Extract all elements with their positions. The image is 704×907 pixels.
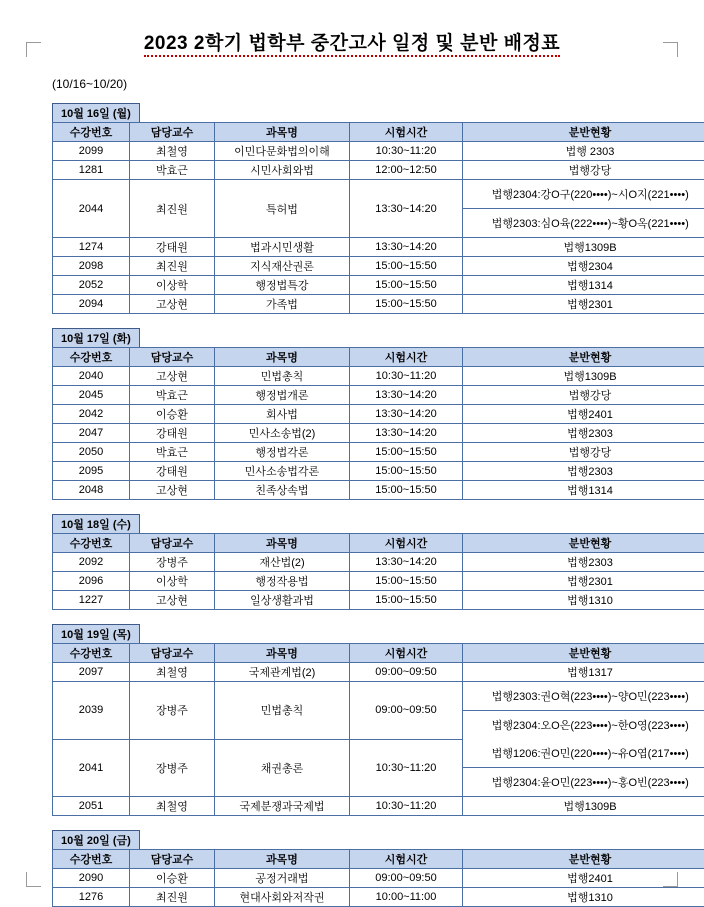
cell-subject: 민사소송법각론	[215, 462, 350, 481]
cell-time: 15:00~15:50	[350, 257, 463, 276]
column-header-3: 시험시간	[350, 123, 463, 142]
cell-time: 09:00~09:50	[350, 663, 463, 682]
cell-time: 10:30~11:20	[350, 367, 463, 386]
cell-no: 2099	[53, 142, 130, 161]
table-header-row	[53, 644, 704, 663]
schedule-table	[52, 849, 704, 907]
column-header-3: 시험시간	[350, 644, 463, 663]
cell-prof: 최진원	[130, 257, 215, 276]
cell-room: 법행 2303	[463, 142, 704, 161]
cell-no: 2096	[53, 572, 130, 591]
cell-prof: 최철영	[130, 797, 215, 816]
cell-subject: 법과시민생활	[215, 238, 350, 257]
cell-prof: 강태원	[130, 462, 215, 481]
cell-no: 2041	[53, 739, 130, 797]
cell-room: 법행2401	[463, 405, 704, 424]
cell-prof: 최철영	[130, 663, 215, 682]
cell-subject: 이민다문화법의이해	[215, 142, 350, 161]
cell-subject: 일상생활과법	[215, 591, 350, 610]
table-row	[53, 481, 704, 500]
cell-room: 법행1314	[463, 276, 704, 295]
table-row	[53, 739, 704, 797]
cell-room	[463, 739, 704, 797]
column-header-2: 과목명	[215, 850, 350, 869]
cell-room	[463, 180, 704, 238]
cell-subject: 국제관계법(2)	[215, 663, 350, 682]
cell-no: 2039	[53, 682, 130, 740]
day-block	[30, 830, 674, 907]
cell-prof: 이승환	[130, 869, 215, 888]
cell-time: 13:30~14:20	[350, 424, 463, 443]
table-row	[53, 161, 704, 180]
day-label: 10월 17일 (화)	[52, 328, 140, 347]
cell-no: 2045	[53, 386, 130, 405]
cell-no: 1281	[53, 161, 130, 180]
column-header-4: 분반현황	[463, 534, 704, 553]
table-row	[53, 591, 704, 610]
table-row	[53, 443, 704, 462]
table-header-row	[53, 123, 704, 142]
schedule-table	[52, 643, 704, 816]
column-header-4: 분반현황	[463, 850, 704, 869]
cell-room: 법행1309B	[463, 238, 704, 257]
cell-no: 2050	[53, 443, 130, 462]
cell-time: 10:30~11:20	[350, 142, 463, 161]
cell-no: 2047	[53, 424, 130, 443]
cell-prof: 장병주	[130, 553, 215, 572]
table-row	[53, 572, 704, 591]
page-title-text: 2023 2학기 법학부 중간고사 일정 및 분반 배정표	[144, 33, 560, 57]
cell-no: 2098	[53, 257, 130, 276]
cell-room: 법행2401	[463, 869, 704, 888]
cell-time: 13:30~14:20	[350, 553, 463, 572]
cell-subject: 친족상속법	[215, 481, 350, 500]
cell-subject: 채권총론	[215, 739, 350, 797]
cell-time: 15:00~15:50	[350, 295, 463, 314]
day-block	[30, 328, 674, 500]
column-header-1: 담당교수	[130, 123, 215, 142]
cell-time: 10:30~11:20	[350, 739, 463, 797]
cell-time: 15:00~15:50	[350, 462, 463, 481]
cell-no: 2092	[53, 553, 130, 572]
cell-subject: 행정작용법	[215, 572, 350, 591]
day-block	[30, 514, 674, 610]
column-header-0: 수강번호	[53, 850, 130, 869]
table-row	[53, 180, 704, 238]
table-row	[53, 682, 704, 740]
cell-prof: 이승환	[130, 405, 215, 424]
cell-subject: 행정법각론	[215, 443, 350, 462]
cell-subject: 시민사회와법	[215, 161, 350, 180]
day-label: 10월 16일 (월)	[52, 103, 140, 122]
column-header-2: 과목명	[215, 123, 350, 142]
cell-subject: 행정법특강	[215, 276, 350, 295]
table-header-row	[53, 348, 704, 367]
cell-room: 법행2301	[463, 572, 704, 591]
cell-room: 법행2303	[463, 553, 704, 572]
cell-time: 13:30~14:20	[350, 180, 463, 238]
cell-no: 2051	[53, 797, 130, 816]
column-header-4: 분반현황	[463, 348, 704, 367]
cell-time: 09:00~09:50	[350, 682, 463, 740]
column-header-3: 시험시간	[350, 348, 463, 367]
cell-time: 15:00~15:50	[350, 572, 463, 591]
table-row	[53, 424, 704, 443]
cell-time: 15:00~15:50	[350, 276, 463, 295]
column-header-1: 담당교수	[130, 534, 215, 553]
cell-time: 15:00~15:50	[350, 591, 463, 610]
schedule-table	[52, 347, 704, 500]
cell-prof: 강태원	[130, 238, 215, 257]
cell-prof: 박효근	[130, 443, 215, 462]
cell-prof: 장병주	[130, 739, 215, 797]
cell-subject: 재산법(2)	[215, 553, 350, 572]
day-label: 10월 19일 (목)	[52, 624, 140, 643]
column-header-0: 수강번호	[53, 534, 130, 553]
cell-room: 법행강당	[463, 443, 704, 462]
cell-no: 2052	[53, 276, 130, 295]
table-header-row	[53, 534, 704, 553]
table-row	[53, 405, 704, 424]
cell-no: 1274	[53, 238, 130, 257]
column-header-2: 과목명	[215, 534, 350, 553]
schedule-container	[30, 103, 674, 907]
room-entry: 법행2304:오O은(223••••)~한O영(223••••)	[463, 711, 704, 740]
cell-subject: 국제분쟁과국제법	[215, 797, 350, 816]
crop-mark-top-left	[26, 42, 41, 57]
cell-time: 09:00~09:50	[350, 869, 463, 888]
column-header-3: 시험시간	[350, 850, 463, 869]
cell-no: 2048	[53, 481, 130, 500]
day-label: 10월 18일 (수)	[52, 514, 140, 533]
day-block	[30, 103, 674, 314]
cell-room: 법행2301	[463, 295, 704, 314]
cell-room: 법행1314	[463, 481, 704, 500]
cell-prof: 고상현	[130, 295, 215, 314]
room-entry: 법행2304:윤O민(223••••)~홍O빈(223••••)	[463, 768, 704, 797]
room-entry: 법행2303:심O육(222••••)~황O옥(221••••)	[463, 209, 704, 238]
table-row	[53, 276, 704, 295]
table-row	[53, 386, 704, 405]
day-label: 10월 20일 (금)	[52, 830, 140, 849]
cell-subject: 공정거래법	[215, 869, 350, 888]
schedule-table	[52, 122, 704, 314]
cell-room: 법행2303	[463, 424, 704, 443]
cell-no: 2095	[53, 462, 130, 481]
cell-subject: 특허법	[215, 180, 350, 238]
table-row	[53, 142, 704, 161]
cell-no: 2042	[53, 405, 130, 424]
cell-no: 2044	[53, 180, 130, 238]
room-entry: 법행1206:권O민(220••••)~유O엽(217••••)	[463, 739, 704, 768]
cell-room: 법행강당	[463, 161, 704, 180]
cell-prof: 고상현	[130, 481, 215, 500]
cell-time: 10:30~11:20	[350, 797, 463, 816]
cell-room: 법행1309B	[463, 797, 704, 816]
crop-mark-top-right	[663, 42, 678, 57]
cell-time: 13:30~14:20	[350, 238, 463, 257]
room-entry: 법행2303:권O혁(223••••)~양O민(223••••)	[463, 682, 704, 711]
cell-no: 1276	[53, 888, 130, 907]
document-page	[0, 28, 704, 901]
cell-time: 12:00~12:50	[350, 161, 463, 180]
room-entry: 법행2304:강O구(220••••)~시O지(221••••)	[463, 180, 704, 209]
cell-time: 15:00~15:50	[350, 443, 463, 462]
cell-subject: 지식재산권론	[215, 257, 350, 276]
cell-subject: 민법총칙	[215, 682, 350, 740]
cell-prof: 고상현	[130, 591, 215, 610]
cell-time: 10:00~11:00	[350, 888, 463, 907]
cell-prof: 이상학	[130, 572, 215, 591]
cell-prof: 최진원	[130, 888, 215, 907]
cell-prof: 최철영	[130, 142, 215, 161]
column-header-4: 분반현황	[463, 644, 704, 663]
cell-subject: 민법총칙	[215, 367, 350, 386]
cell-room: 법행강당	[463, 386, 704, 405]
cell-subject: 회사법	[215, 405, 350, 424]
column-header-3: 시험시간	[350, 534, 463, 553]
crop-mark-bottom-right	[663, 872, 678, 887]
cell-prof: 이상학	[130, 276, 215, 295]
column-header-4: 분반현황	[463, 123, 704, 142]
day-block	[30, 624, 674, 816]
column-header-1: 담당교수	[130, 348, 215, 367]
cell-time: 13:30~14:20	[350, 405, 463, 424]
column-header-1: 담당교수	[130, 644, 215, 663]
column-header-1: 담당교수	[130, 850, 215, 869]
cell-no: 2090	[53, 869, 130, 888]
cell-no: 2094	[53, 295, 130, 314]
table-row	[53, 797, 704, 816]
cell-prof: 고상현	[130, 367, 215, 386]
table-row	[53, 869, 704, 888]
cell-prof: 최진원	[130, 180, 215, 238]
table-row	[53, 553, 704, 572]
cell-time: 13:30~14:20	[350, 386, 463, 405]
cell-prof: 박효근	[130, 161, 215, 180]
cell-room: 법행1310	[463, 888, 704, 907]
cell-subject: 가족법	[215, 295, 350, 314]
table-row	[53, 888, 704, 907]
cell-room: 법행1317	[463, 663, 704, 682]
schedule-table	[52, 533, 704, 610]
crop-mark-bottom-left	[26, 872, 41, 887]
table-row	[53, 367, 704, 386]
table-row	[53, 257, 704, 276]
cell-room: 법행1309B	[463, 367, 704, 386]
cell-room: 법행2304	[463, 257, 704, 276]
cell-room: 법행2303	[463, 462, 704, 481]
cell-no: 2040	[53, 367, 130, 386]
column-header-0: 수강번호	[53, 123, 130, 142]
cell-subject: 민사소송법(2)	[215, 424, 350, 443]
cell-prof: 강태원	[130, 424, 215, 443]
cell-room: 법행1310	[463, 591, 704, 610]
table-row	[53, 295, 704, 314]
cell-no: 1227	[53, 591, 130, 610]
cell-time: 15:00~15:50	[350, 481, 463, 500]
column-header-2: 과목명	[215, 644, 350, 663]
cell-subject: 현대사회와저작권	[215, 888, 350, 907]
table-row	[53, 462, 704, 481]
cell-prof: 박효근	[130, 386, 215, 405]
column-header-0: 수강번호	[53, 348, 130, 367]
cell-no: 2097	[53, 663, 130, 682]
page-title	[30, 28, 674, 55]
table-row	[53, 238, 704, 257]
column-header-2: 과목명	[215, 348, 350, 367]
table-header-row	[53, 850, 704, 869]
date-range: (10/16~10/20)	[52, 77, 674, 91]
column-header-0: 수강번호	[53, 644, 130, 663]
cell-room	[463, 682, 704, 740]
cell-prof: 장병주	[130, 682, 215, 740]
table-row	[53, 663, 704, 682]
cell-subject: 행정법개론	[215, 386, 350, 405]
